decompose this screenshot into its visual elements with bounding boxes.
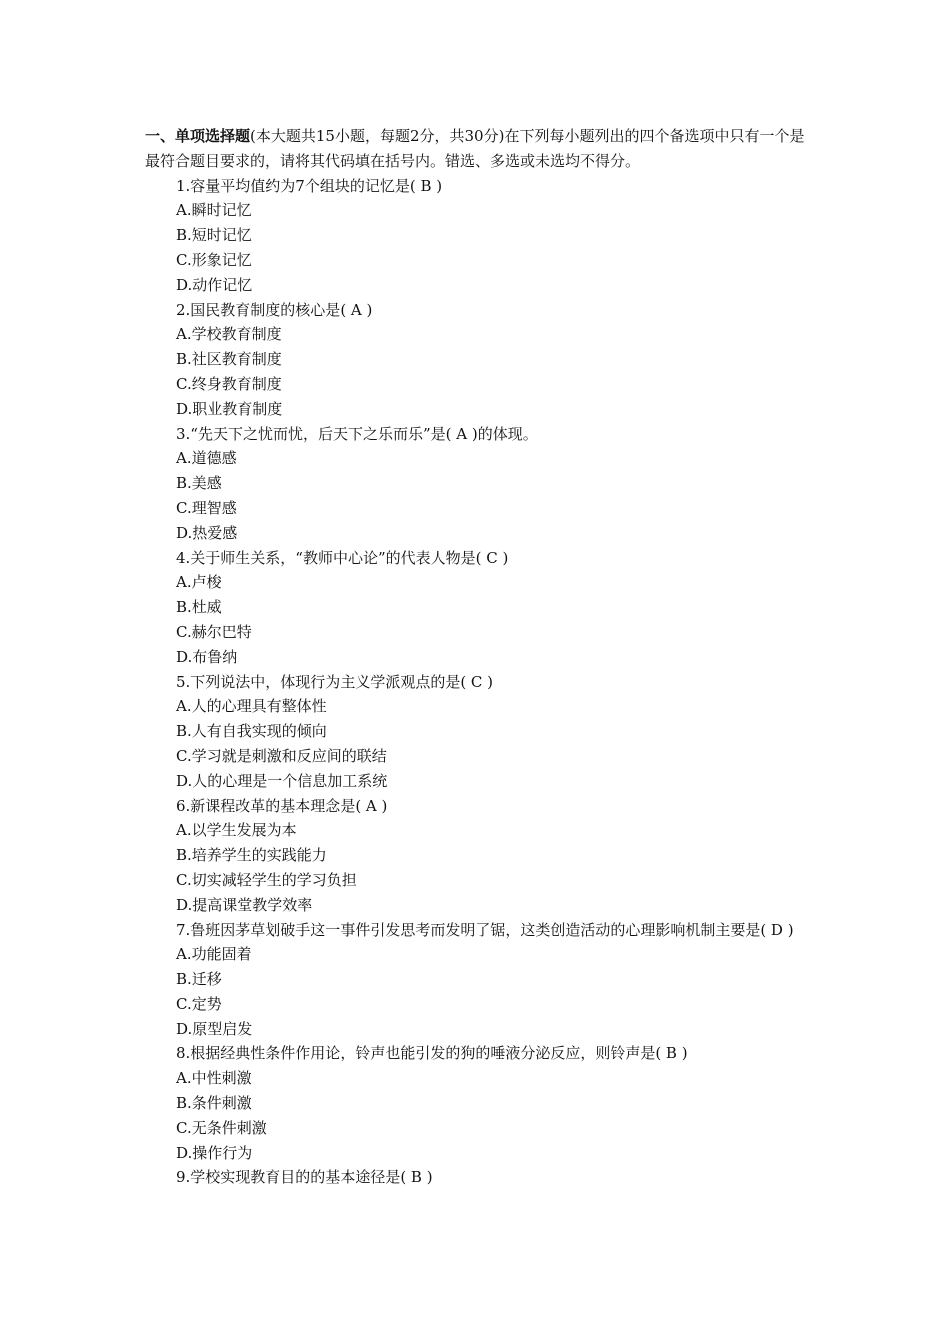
question-item	[145, 546, 815, 670]
answer-option: D.动作记忆	[176, 275, 253, 294]
question-list	[145, 174, 815, 1191]
question-item	[145, 1165, 815, 1190]
question-stem: 7.鲁班因茅草划破手这一事件引发思考而发明了锯，这类创造活动的心理影响机制主要是( D )	[176, 920, 794, 939]
answer-option: B.条件刺激	[176, 1094, 252, 1113]
question-stem: 4.关于师生关系，“教师中心论”的代表人物是( C )	[176, 548, 509, 567]
question-stem: 3.“先天下之忧而忧，后天下之乐而乐”是( A )的体现。	[176, 424, 538, 443]
question-stem: 6.新课程改革的基本理念是( A )	[176, 796, 388, 815]
answer-option: D.职业教育制度	[176, 399, 283, 418]
answer-option: C.形象记忆	[176, 250, 252, 269]
question-stem: 8.根据经典性条件作用论，铃声也能引发的狗的唾液分泌反应，则铃声是( B )	[176, 1044, 688, 1063]
question-item	[145, 422, 815, 546]
answer-option: C.切实减轻学生的学习负担	[176, 870, 357, 889]
answer-option: B.培养学生的实践能力	[176, 846, 327, 865]
answer-option: D.热爱感	[176, 523, 238, 542]
question-stem: 9.学校实现教育目的的基本途径是( B )	[176, 1168, 433, 1187]
question-item	[145, 1041, 815, 1165]
question-item	[145, 670, 815, 794]
answer-option: B.社区教育制度	[176, 350, 282, 369]
question-stem: 5.下列说法中，体现行为主义学派观点的是( C )	[176, 672, 494, 691]
section-heading	[145, 124, 815, 174]
question-stem: 2.国民教育制度的核心是( A )	[176, 300, 373, 319]
answer-option: A.中性刺激	[176, 1069, 252, 1088]
question-stem: 1.容量平均值约为7个组块的记忆是( B )	[176, 176, 443, 195]
answer-option: D.原型启发	[176, 1019, 253, 1038]
answer-option: C.赫尔巴特	[176, 622, 252, 641]
answer-option: B.人有自我实现的倾向	[176, 722, 327, 741]
question-item	[145, 298, 815, 422]
answer-option: C.定势	[176, 994, 222, 1013]
answer-option: B.迁移	[176, 970, 222, 989]
answer-option: C.无条件刺激	[176, 1118, 267, 1137]
answer-option: C.学习就是刺激和反应间的联结	[176, 746, 387, 765]
answer-option: D.提高课堂教学效率	[176, 895, 313, 914]
document-page	[145, 124, 815, 1190]
question-item	[145, 174, 815, 298]
answer-option: B.短时记忆	[176, 226, 252, 245]
answer-option: B.美感	[176, 474, 222, 493]
answer-option: A.学校教育制度	[176, 325, 282, 344]
answer-option: A.功能固着	[176, 945, 252, 964]
answer-option: A.人的心理具有整体性	[176, 697, 327, 716]
section-title: 一、单项选择题	[145, 127, 251, 145]
answer-option: D.人的心理是一个信息加工系统	[176, 771, 388, 790]
answer-option: B.杜威	[176, 598, 222, 617]
answer-option: C.理智感	[176, 498, 237, 517]
answer-option: D.操作行为	[176, 1143, 253, 1162]
answer-option: A.道德感	[176, 449, 237, 468]
section-intro: (本大题共15小题，每题2分，共30分)在下列每小题列出的四个备选项中只有一个是最符合题目要求的，请将其代码填在括号内。错选、多选或未选均不得分。	[145, 127, 805, 170]
answer-option: A.卢梭	[176, 573, 222, 592]
answer-option: D.布鲁纳	[176, 647, 238, 666]
answer-option: C.终身教育制度	[176, 374, 282, 393]
question-item	[145, 794, 815, 918]
question-item	[145, 918, 815, 1042]
answer-option: A.瞬时记忆	[176, 201, 252, 220]
answer-option: A.以学生发展为本	[176, 821, 297, 840]
